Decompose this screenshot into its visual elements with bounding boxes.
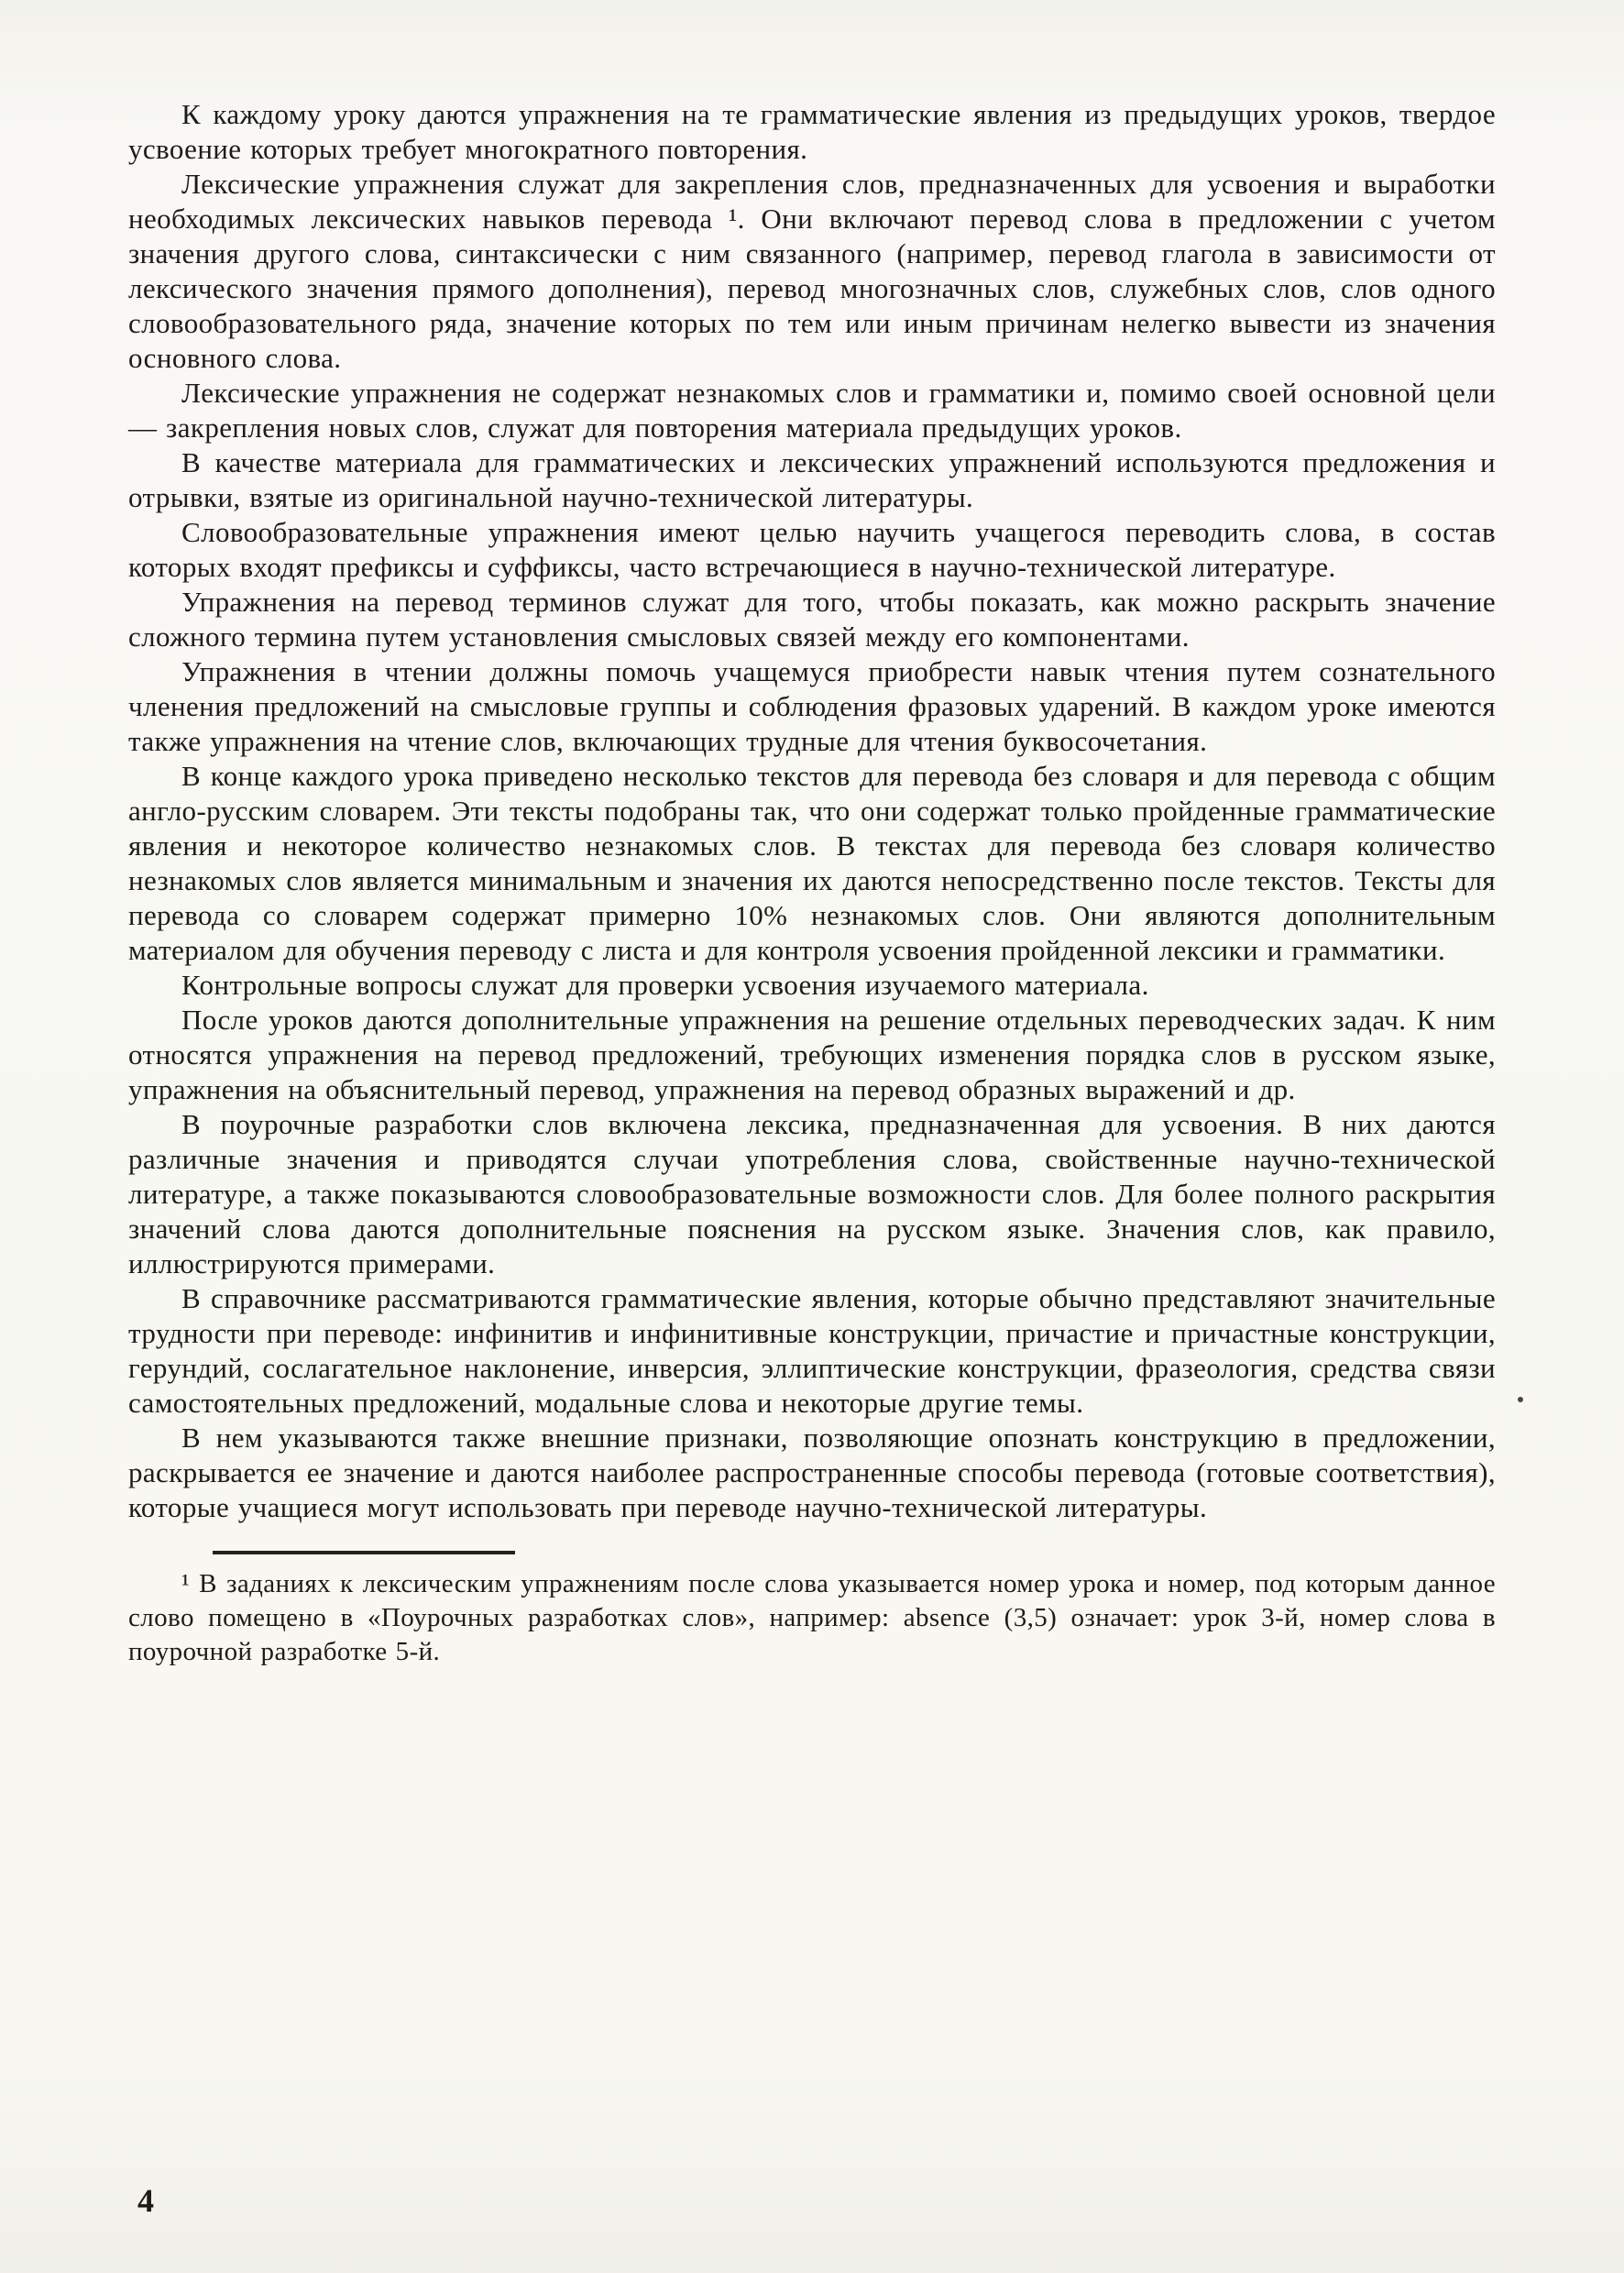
paragraph: Словообразовательные упражнения имеют целью научить учащегося переводить слова, в состав которых входят префиксы и суффиксы, часто встречающиеся в научно-технической литературе. bbox=[128, 516, 1496, 583]
paragraph: К каждому уроку даются упражнения на те грамматические явления из предыдущих уроков, твердое усвоение которых требует многократного повторения. bbox=[128, 98, 1496, 165]
paragraph: После уроков даются дополнительные упражнения на решение отдельных переводческих задач. К ним относятся упражнения на перевод предложений, требующих изменения порядка слов в русском языке, упражнения на объяснительный перевод, упражнения на перевод образных выражений и др. bbox=[128, 1004, 1496, 1105]
paragraph: В поурочные разработки слов включена лексика, предназначенная для усвоения. В них даются различные значения и приводятся случаи употребления слова, свойственные научно-технической литературе, а также показываются словообразовательные возможности слов. Для более полного раскрытия значений слова даются дополнительные пояснения на русском языке. Значения слов, как правило, иллюстрируются примерами. bbox=[128, 1108, 1496, 1279]
page-number: 4 bbox=[137, 2182, 155, 2219]
paragraph: В качестве материала для грамматических и лексических упражнений используются предложения и отрывки, взятые из оригинальной научно-технической литературы. bbox=[128, 446, 1496, 513]
scan-speck bbox=[1518, 1397, 1523, 1402]
footnote: ¹ В заданиях к лексическим упражнениям после слова указывается номер урока и номер, под которым данное слово помещено в «Поурочных разработках слов», например: absence (3,5) означает: урок 3-й, номер слова в поурочной разработке 5-й. bbox=[128, 1569, 1496, 1666]
paragraph: Лексические упражнения не содержат незнакомых слов и грамматики и, помимо своей основной цели — закрепления новых слов, служат для повторения материала предыдущих уроков. bbox=[128, 377, 1496, 444]
paragraph: Упражнения на перевод терминов служат для того, чтобы показать, как можно раскрыть значение сложного термина путем установления смысловых связей между его компонентами. bbox=[128, 586, 1496, 653]
paragraph: В нем указываются также внешние признаки, позволяющие опознать конструкцию в предложении, раскрывается ее значение и даются наиболее распространенные способы перевода (готовые соответствия), которые учащиеся могут использовать при переводе научно-технической литературы. bbox=[128, 1422, 1496, 1523]
body-text bbox=[128, 97, 1496, 1669]
paragraph: Упражнения в чтении должны помочь учащемуся приобрести навык чтения путем сознательного членения предложений на смысловые группы и соблюдения фразовых ударений. В каждом уроке имеются также упражнения на чтение слов, включающих трудные для чтения буквосочетания. bbox=[128, 655, 1496, 757]
paragraph: В справочнике рассматриваются грамматические явления, которые обычно представляют значительные трудности при переводе: инфинитив и инфинитивные конструкции, причастие и причастные конструкции, герундий, сослагательное наклонение, инверсия, эллиптические конструкции, фразеология, средства связи самостоятельных предложений, модальные слова и некоторые другие темы. bbox=[128, 1282, 1496, 1419]
paragraph: В конце каждого урока приведено несколько текстов для перевода без словаря и для перевода с общим англо-русским словарем. Эти тексты подобраны так, что они содержат только пройденные грамматические явления и некоторое количество незнакомых слов. В текстах для перевода без словаря количество незнакомых слов является минимальным и значения их даются непосредственно после текстов. Тексты для перевода со словарем содержат примерно 10% незнакомых слов. Они являются дополнительным материалом для обучения переводу с листа и для контроля усвоения пройденной лексики и грамматики. bbox=[128, 760, 1496, 966]
paragraph: Лексические упражнения служат для закрепления слов, предназначенных для усвоения и выработки необходимых лексических навыков перевода ¹. Они включают перевод слова в предложении с учетом значения другого слова, синтаксически с ним связанного (например, перевод глагола в зависимости от лексического значения прямого дополнения), перевод многозначных слов, служебных слов, слов одного словообразовательного ряда, значение которых по тем или иным причинам нелегко вывести из значения основного слова. bbox=[128, 168, 1496, 374]
footnote-divider bbox=[213, 1551, 515, 1554]
paragraph: Контрольные вопросы служат для проверки усвоения изучаемого материала. bbox=[181, 969, 1149, 1001]
